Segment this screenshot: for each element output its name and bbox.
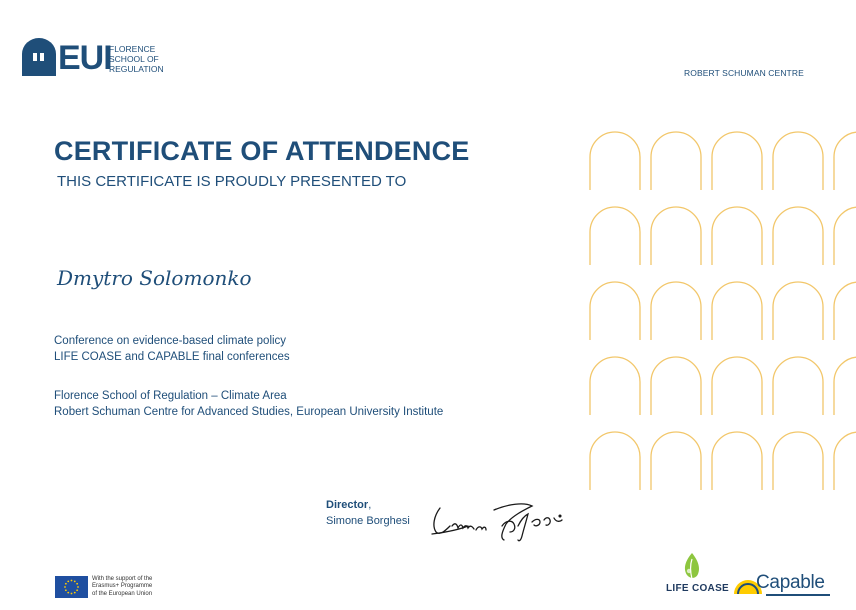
arch-shape xyxy=(834,357,856,415)
logo-line: FLORENCE xyxy=(109,44,156,54)
arch-shape xyxy=(590,132,640,190)
recipient-name: Dmytro Solomonko xyxy=(57,266,252,290)
certificate-title: CERTIFICATE OF ATTENDENCE xyxy=(54,136,470,166)
arch-shape xyxy=(773,357,823,415)
eu-flag-icon xyxy=(55,576,88,598)
arch-shape xyxy=(773,432,823,490)
logo-line: SCHOOL OF xyxy=(109,54,159,64)
eu-star xyxy=(65,583,67,585)
eui-arch-logo-icon xyxy=(22,38,56,76)
logo-letters: EUI xyxy=(58,39,112,77)
eu-star xyxy=(64,586,66,588)
arch-shape xyxy=(651,207,701,265)
arch-shape xyxy=(834,432,856,490)
arch-shape xyxy=(651,357,701,415)
eu-star xyxy=(67,592,69,594)
eu-star xyxy=(74,592,76,594)
event-description xyxy=(54,334,290,365)
director-role-suffix: , xyxy=(368,499,372,511)
arch-shape xyxy=(590,432,640,490)
robert-schuman-centre-label: ROBERT SCHUMAN CENTRE xyxy=(684,68,804,78)
eu-support-line: With the support of the xyxy=(92,576,153,582)
arch-shape xyxy=(590,207,640,265)
eu-support-line: Erasmus+ Programme xyxy=(92,583,153,590)
eu-star xyxy=(77,586,79,588)
erasmus-support-text xyxy=(92,576,152,598)
logo-line: REGULATION xyxy=(109,64,164,74)
event-line: Conference on evidence-based climate policy xyxy=(54,335,287,347)
capable-logo-text: Capable xyxy=(756,572,825,593)
director-role: Director xyxy=(326,499,369,511)
arch-shape xyxy=(651,282,701,340)
arch-shape xyxy=(712,132,762,190)
arch-shape xyxy=(834,282,856,340)
eu-star xyxy=(76,583,78,585)
eu-star xyxy=(71,580,73,582)
eui-fsr-logo xyxy=(22,38,182,80)
arch-shape xyxy=(651,132,701,190)
life-coase-leaf-icon xyxy=(681,551,703,581)
eu-star xyxy=(76,589,78,591)
eu-star xyxy=(71,593,73,595)
organization-description xyxy=(54,389,443,420)
organization-line: Florence School of Regulation – Climate Area xyxy=(54,390,287,402)
arch-shape xyxy=(590,357,640,415)
organization-line: Robert Schuman Centre for Advanced Studies, European University Institute xyxy=(54,405,444,418)
arch-shape xyxy=(712,282,762,340)
arch-shape xyxy=(834,207,856,265)
director-name: Simone Borghesi xyxy=(326,515,410,527)
eu-flag-background xyxy=(55,576,88,598)
event-line: LIFE COASE and CAPABLE final conferences xyxy=(54,350,290,363)
life-coase-logo-text: LIFE COASE xyxy=(666,583,730,594)
logo-text xyxy=(109,44,164,74)
eu-star xyxy=(67,580,69,582)
director-label xyxy=(326,499,371,511)
arch-shape xyxy=(712,432,762,490)
arch-shape xyxy=(651,432,701,490)
arch-shape xyxy=(773,282,823,340)
arch-shape xyxy=(712,357,762,415)
capable-underline xyxy=(766,594,830,596)
arch-pattern-decoration xyxy=(588,128,856,498)
eu-star xyxy=(74,580,76,582)
eu-star xyxy=(65,589,67,591)
arch-shape xyxy=(712,207,762,265)
arch-shape xyxy=(590,282,640,340)
arch-shape xyxy=(773,132,823,190)
arch-shape xyxy=(773,207,823,265)
handwritten-signature xyxy=(428,496,573,544)
certificate-subtitle: THIS CERTIFICATE IS PROUDLY PRESENTED TO xyxy=(57,173,407,190)
eu-support-line: of the European Union xyxy=(92,590,153,597)
arch-shape xyxy=(834,132,856,190)
